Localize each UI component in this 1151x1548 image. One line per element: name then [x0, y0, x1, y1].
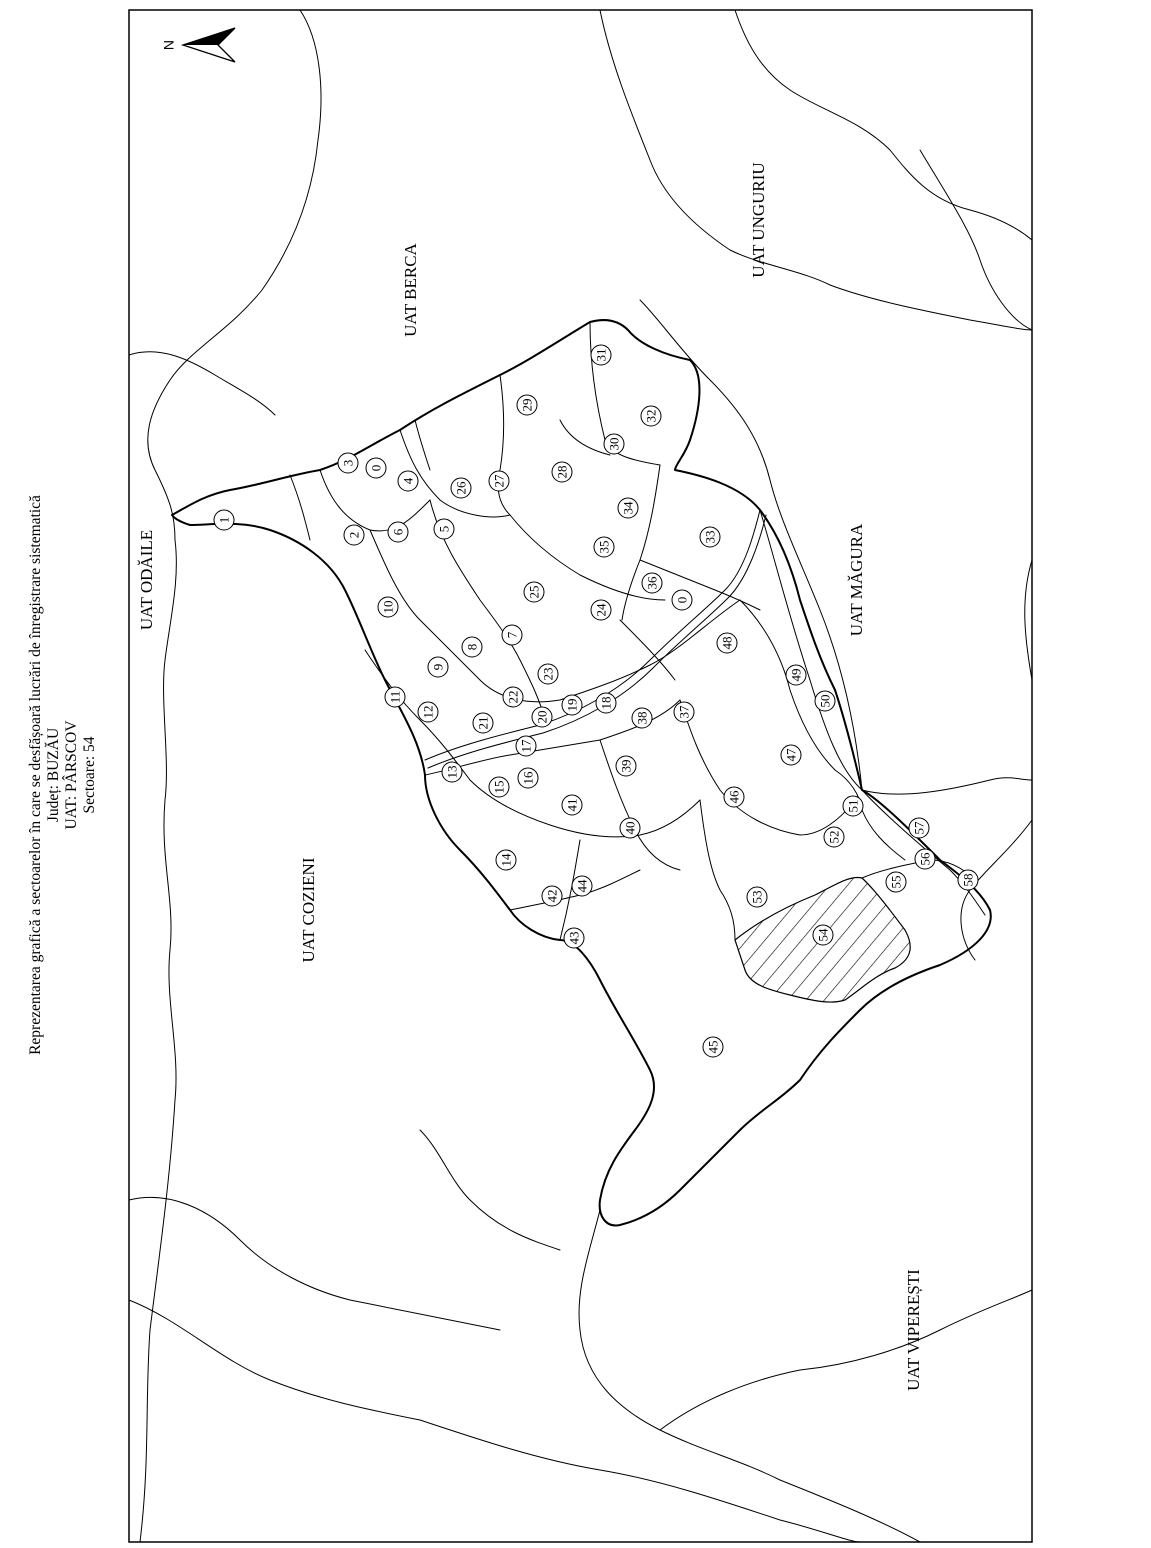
sector-marker-36	[642, 573, 662, 593]
svg-text:15: 15	[491, 780, 507, 794]
svg-text:6: 6	[390, 528, 406, 536]
sector-marker-25	[524, 582, 544, 602]
svg-text:11: 11	[387, 690, 403, 704]
sector-marker-49	[786, 665, 806, 685]
sector-marker-57	[909, 818, 929, 838]
svg-text:12: 12	[420, 705, 436, 719]
svg-text:54: 54	[815, 928, 831, 942]
sector-marker-10	[378, 597, 398, 617]
sector-marker-14	[496, 850, 516, 870]
sector-marker-21	[473, 713, 493, 733]
svg-text:53: 53	[749, 890, 765, 904]
title-line-4: Sectoare: 54	[81, 736, 98, 814]
map-frame	[129, 10, 1032, 1542]
sector-marker-52	[824, 827, 844, 847]
uat-label-berca: UAT BERCA	[400, 243, 420, 337]
sector-marker-40	[620, 818, 640, 838]
sector-marker-5	[434, 519, 454, 539]
svg-text:0: 0	[368, 464, 384, 472]
sector-marker-44	[572, 876, 592, 896]
svg-text:50: 50	[817, 694, 833, 708]
svg-text:56: 56	[917, 852, 933, 866]
sector-marker-0b	[672, 590, 692, 610]
svg-text:28: 28	[554, 465, 570, 479]
svg-text:45: 45	[705, 1040, 721, 1054]
sector-marker-35	[594, 537, 614, 557]
svg-text:27: 27	[491, 474, 507, 488]
sector-marker-13	[442, 762, 462, 782]
svg-text:57: 57	[911, 821, 927, 835]
neighbor-boundaries	[129, 10, 1032, 1542]
svg-text:44: 44	[574, 879, 590, 893]
svg-text:29: 29	[519, 398, 535, 412]
svg-text:4: 4	[400, 477, 416, 485]
svg-text:51: 51	[845, 799, 861, 813]
sector-marker-23	[538, 664, 558, 684]
svg-text:19: 19	[564, 698, 580, 712]
sector-marker-46	[724, 787, 744, 807]
svg-text:26: 26	[453, 481, 469, 495]
sector-marker-19	[562, 695, 582, 715]
sector-marker-34	[618, 498, 638, 518]
svg-text:17: 17	[518, 739, 534, 753]
sector-marker-32	[641, 406, 661, 426]
svg-text:0: 0	[674, 596, 690, 604]
sector-marker-55	[886, 872, 906, 892]
sector-marker-42	[542, 886, 562, 906]
sector-marker-4	[398, 471, 418, 491]
uat-label-odaile: UAT ODĂILE	[136, 529, 156, 631]
sector-marker-39	[616, 756, 636, 776]
sector-marker-15	[489, 777, 509, 797]
svg-text:38: 38	[634, 711, 650, 725]
sector-marker-0a	[366, 458, 386, 478]
title-line-2: Județ: BUZĂU	[45, 727, 62, 823]
svg-text:52: 52	[826, 830, 842, 844]
svg-text:39: 39	[618, 759, 634, 773]
sector-marker-22	[503, 687, 523, 707]
sector-marker-9	[428, 657, 448, 677]
svg-text:5: 5	[436, 525, 452, 533]
uat-label-unguriu: UAT UNGURIU	[748, 162, 768, 278]
svg-text:25: 25	[526, 585, 542, 599]
svg-text:49: 49	[788, 668, 804, 682]
svg-text:30: 30	[606, 437, 622, 451]
svg-text:7: 7	[504, 631, 520, 639]
svg-text:2: 2	[346, 531, 362, 539]
sector-marker-58	[958, 870, 978, 890]
svg-text:48: 48	[719, 636, 735, 650]
sector-marker-20	[532, 707, 552, 727]
sector-marker-2	[344, 525, 364, 545]
svg-text:8: 8	[464, 643, 480, 651]
sector-marker-8	[462, 637, 482, 657]
svg-text:33: 33	[702, 530, 718, 544]
uat-label-magura: UAT MĂGURA	[846, 523, 866, 637]
svg-text:18: 18	[598, 696, 614, 710]
sector-marker-45	[703, 1037, 723, 1057]
sector-marker-31	[591, 345, 611, 365]
sector-marker-11	[385, 687, 405, 707]
uat-label-viperesti: UAT VIPEREȘTI	[903, 1269, 923, 1391]
sector-marker-28	[552, 462, 572, 482]
sector-marker-41	[562, 795, 582, 815]
sector-marker-37	[674, 702, 694, 722]
svg-text:37: 37	[676, 705, 692, 719]
sector-marker-6	[388, 522, 408, 542]
svg-text:32: 32	[643, 409, 659, 423]
svg-text:35: 35	[596, 540, 612, 554]
north-arrow-icon	[161, 28, 235, 62]
svg-text:24: 24	[593, 603, 609, 617]
svg-text:58: 58	[960, 873, 976, 887]
sector-marker-27	[489, 471, 509, 491]
svg-text:34: 34	[620, 501, 636, 515]
svg-text:47: 47	[783, 748, 799, 762]
svg-text:46: 46	[726, 790, 742, 804]
svg-text:31: 31	[593, 348, 609, 362]
sector-marker-17	[516, 736, 536, 756]
uat-label-cozieni: UAT COZIENI	[298, 857, 318, 963]
title-line-3: UAT: PÂRSCOV	[63, 720, 80, 830]
svg-text:42: 42	[544, 889, 560, 903]
svg-text:23: 23	[540, 667, 556, 681]
svg-text:13: 13	[444, 765, 460, 779]
svg-text:36: 36	[644, 576, 660, 590]
svg-text:21: 21	[475, 716, 491, 730]
svg-text:10: 10	[380, 600, 396, 614]
sector-marker-16	[518, 768, 538, 788]
sector-marker-24	[591, 600, 611, 620]
sector-marker-48	[717, 633, 737, 653]
sector-marker-1	[214, 510, 234, 530]
svg-text:16: 16	[520, 771, 536, 785]
svg-text:55: 55	[888, 875, 904, 889]
svg-text:41: 41	[564, 798, 580, 812]
sector-marker-50	[815, 691, 835, 711]
svg-text:3: 3	[340, 459, 356, 467]
sector-marker-53	[747, 887, 767, 907]
sector-marker-54	[813, 925, 833, 945]
sector-marker-30	[604, 434, 624, 454]
svg-text:20: 20	[534, 710, 550, 724]
sector-marker-33	[700, 527, 720, 547]
uat-parscov-outline	[172, 320, 991, 1225]
north-label: N	[160, 39, 177, 51]
svg-text:22: 22	[505, 690, 521, 704]
svg-text:1: 1	[216, 516, 232, 524]
sector-boundaries	[290, 322, 975, 940]
sector-marker-38	[632, 708, 652, 728]
svg-text:9: 9	[430, 663, 446, 671]
sector-marker-7	[502, 625, 522, 645]
title-block	[27, 495, 98, 1055]
svg-text:43: 43	[566, 931, 582, 945]
sector-marker-29	[517, 395, 537, 415]
sector-marker-12	[418, 702, 438, 722]
svg-text:14: 14	[498, 853, 514, 867]
sector-marker-56	[915, 849, 935, 869]
svg-text:40: 40	[622, 821, 638, 835]
title-line-1: Reprezentarea grafică a sectoarelor în care se desfășoară lucrări de înregistrare sistematică	[27, 495, 44, 1055]
sector-marker-43	[564, 928, 584, 948]
sector-marker-51	[843, 796, 863, 816]
sector-marker-3	[338, 453, 358, 473]
sector-marker-47	[781, 745, 801, 765]
sector-marker-26	[451, 478, 471, 498]
sector-marker-18	[596, 693, 616, 713]
